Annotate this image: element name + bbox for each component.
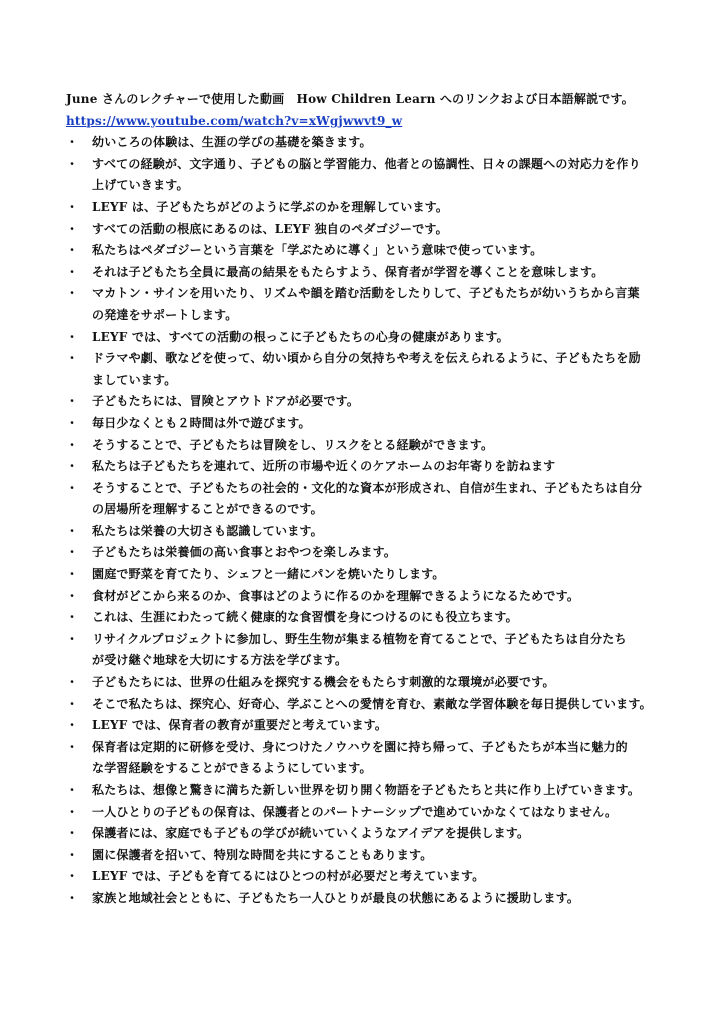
list-item — [66, 694, 666, 716]
bullet-text — [92, 845, 666, 867]
bullet-text — [92, 348, 666, 391]
bullet-text-line: 食材がどこから来るのか、食事はどのように作るのかを理解できるようになるためです。 — [92, 588, 580, 603]
list-item — [66, 327, 666, 349]
bullet-text — [92, 283, 666, 326]
bullet-text-line: LEYF では、すべての活動の根っこに子どもたちの心身の健康があります。 — [92, 329, 509, 344]
bullet-mark: ・ — [66, 199, 79, 214]
bullet-mark: ・ — [66, 459, 79, 474]
bullet-text — [92, 219, 666, 241]
list-item — [66, 219, 666, 241]
bullet-text-line: 私たちはペダゴジーという言葉を「学ぶために導く」という意味で使っています。 — [92, 243, 543, 258]
list-item — [66, 564, 666, 586]
list-item — [66, 737, 666, 780]
bullet-text-line: LEYF では、保育者の教育が重要だと考えています。 — [92, 718, 388, 733]
bullet-text — [92, 629, 666, 672]
bullet-text — [92, 456, 666, 478]
list-item — [66, 240, 666, 262]
bullet-text-line: 家族と地域社会とともに、子どもたち一人ひとりが最良の状態にあるように援助します。 — [92, 890, 580, 905]
bullet-text — [92, 132, 666, 154]
bullet-mark: ・ — [66, 696, 79, 711]
bullet-mark: ・ — [66, 631, 79, 646]
bullet-mark: ・ — [66, 286, 79, 301]
bullet-text — [92, 586, 666, 608]
bullet-text-line: 子どもたちには、冒険とアウトドアが必要です。 — [92, 394, 360, 409]
bullet-mark: ・ — [66, 588, 79, 603]
bullet-text-line: の発達をサポートします。 — [92, 307, 238, 322]
bullet-mark: ・ — [66, 890, 79, 905]
bullet-text-line: 上げていきます。 — [92, 178, 189, 193]
bullet-text-line: 一人ひとりの子どもの保育は、保護者とのパートナーシップで進めていかなくてはなりません。 — [92, 804, 618, 819]
bullet-text — [92, 478, 666, 521]
list-item — [66, 542, 666, 564]
list-item — [66, 629, 666, 672]
bullet-mark: ・ — [66, 847, 79, 862]
bullet-text — [92, 154, 666, 197]
bullet-text — [92, 694, 666, 716]
bullet-text-line: そうすることで、子どもたちの社会的・文化的な資本が形成され、自信が生まれ、子どもたちは自分 — [92, 480, 643, 495]
list-item — [66, 478, 666, 521]
bullet-mark: ・ — [66, 523, 79, 538]
bullet-mark: ・ — [66, 264, 79, 279]
list-item — [66, 197, 666, 219]
bullet-text-line: ドラマや劇、歌などを使って、幼い頃から自分の気持ちや考えを伝えられるように、子どもたちを励 — [92, 351, 641, 366]
bullet-text — [92, 542, 666, 564]
bullet-text-line: LEYF は、子どもたちがどのように学ぶのかを理解しています。 — [92, 199, 449, 214]
list-item — [66, 132, 666, 154]
bullet-text — [92, 737, 666, 780]
bullet-text-line: ましています。 — [92, 372, 177, 387]
bullet-mark: ・ — [66, 869, 79, 884]
bullet-mark: ・ — [66, 351, 79, 366]
bullet-mark: ・ — [66, 243, 79, 258]
bullet-text-line: 保育者は定期的に研修を受け、身につけたノウハウを園に持ち帰って、子どもたちが本当に魅力的 — [92, 739, 628, 754]
bullet-text — [92, 607, 666, 629]
bullet-mark: ・ — [66, 221, 79, 236]
list-item — [66, 154, 666, 197]
bullet-mark: ・ — [66, 156, 79, 171]
bullet-text — [92, 715, 666, 737]
bullet-mark: ・ — [66, 329, 79, 344]
bullet-text — [92, 391, 666, 413]
bullet-mark: ・ — [66, 415, 79, 430]
document-title-line: June さんのレクチャーで使用した動画 How Children Learn へのリンクおよび日本語解説です。 — [66, 92, 634, 106]
bullet-text — [92, 802, 666, 824]
bullet-text-line: 保護者には、家庭でも子どもの学びが続いていくようなアイデアを提供します。 — [92, 826, 530, 841]
list-item — [66, 262, 666, 284]
bullet-mark: ・ — [66, 826, 79, 841]
bullet-text — [92, 262, 666, 284]
bullet-mark: ・ — [66, 135, 79, 150]
bullet-text-line: そうすることで、子どもたちは冒険をし、リスクをとる経験ができます。 — [92, 437, 494, 452]
list-item — [66, 823, 666, 845]
list-item — [66, 715, 666, 737]
video-link[interactable]: https://www.youtube.com/watch?v=xWgjwwvt9_w — [66, 113, 403, 128]
bullet-mark: ・ — [66, 545, 79, 560]
bullet-text-line: そこで私たちは、探究心、好奇心、学ぶことへの愛情を育む、素敵な学習体験を毎日提供しています。 — [92, 696, 652, 711]
list-item — [66, 413, 666, 435]
bullet-text — [92, 672, 666, 694]
list-item — [66, 391, 666, 413]
list-item — [66, 780, 666, 802]
bullet-text — [92, 413, 666, 435]
list-item — [66, 866, 666, 888]
bullet-text — [92, 823, 666, 845]
bullet-text — [92, 888, 666, 910]
bullet-mark: ・ — [66, 437, 79, 452]
document-body — [66, 89, 666, 910]
list-item — [66, 521, 666, 543]
list-item — [66, 456, 666, 478]
bullet-text-line: 私たちは栄養の大切さも認識しています。 — [92, 523, 323, 538]
bullet-text-line: が受け継ぐ地球を大切にする方法を学びます。 — [92, 653, 348, 668]
bullet-text-line: LEYF では、子どもを育てるにはひとつの村が必要だと考えています。 — [92, 869, 485, 884]
bullet-text — [92, 521, 666, 543]
bullet-text — [92, 564, 666, 586]
bullet-mark: ・ — [66, 610, 79, 625]
bullet-mark: ・ — [66, 567, 79, 582]
bullet-text-line: すべての経験が、文字通り、子どもの脳と学習能力、他者との協調性、日々の課題への対応力を作り — [92, 156, 641, 171]
bullet-mark: ・ — [66, 480, 79, 495]
bullet-text-line: 幼いころの体験は、生涯の学びの基礎を築きます。 — [92, 135, 372, 150]
bullet-text — [92, 240, 666, 262]
list-item — [66, 888, 666, 910]
bullet-mark: ・ — [66, 783, 79, 797]
bullet-text-line: 園に保護者を招いて、特別な時間を共にすることもあります。 — [92, 847, 433, 862]
bullet-mark: ・ — [66, 804, 79, 819]
list-item — [66, 607, 666, 629]
bullet-text-line: すべての活動の根底にあるのは、LEYF 独自のペダゴジーです。 — [92, 221, 448, 236]
bullet-text-line: な学習経験をすることができるようにしています。 — [92, 761, 372, 776]
bullet-text-line: 毎日少なくとも２時間は外で遊びます。 — [92, 415, 311, 430]
bullet-list — [66, 132, 666, 909]
bullet-mark: ・ — [66, 394, 79, 409]
list-item — [66, 802, 666, 824]
bullet-text-line: 私たちは子どもたちを連れて、近所の市場や近くのケアホームのお年寄りを訪ねます — [92, 459, 556, 474]
bullet-text-line: 子どもたちには、世界の仕組みを探究する機会をもたらす刺激的な環境が必要です。 — [92, 675, 555, 690]
bullet-text — [92, 435, 666, 457]
list-item — [66, 672, 666, 694]
bullet-text — [92, 866, 666, 888]
list-item — [66, 283, 666, 326]
bullet-text — [92, 780, 666, 802]
bullet-text-line: マカトン・サインを用いたり、リズムや韻を踏む活動をしたりして、子どもたちが幼いうちから言葉 — [92, 286, 640, 301]
bullet-text-line: リサイクルプロジェクトに参加し、野生生物が集まる植物を育てることで、子どもたちは自分たち — [92, 631, 627, 646]
bullet-text — [92, 327, 666, 349]
bullet-mark: ・ — [66, 718, 79, 733]
list-item — [66, 435, 666, 457]
bullet-text-line: それは子どもたち全員に最高の結果をもたらすよう、保育者が学習を導くことを意味します。 — [92, 264, 604, 279]
bullet-text — [92, 197, 666, 219]
list-item — [66, 348, 666, 391]
bullet-text-line: 園庭で野菜を育てたり、シェフと一緒にパンを焼いたりします。 — [92, 567, 445, 582]
bullet-text-line: の居場所を理解することができるのです。 — [92, 502, 323, 517]
bullet-text-line: 子どもたちは栄養価の高い食事とおやつを楽しみます。 — [92, 545, 397, 560]
bullet-mark: ・ — [66, 675, 79, 690]
list-item — [66, 845, 666, 867]
bullet-text-line: これは、生涯にわたって続く健康的な食習慣を身につけるのにも役立ちます。 — [92, 610, 518, 625]
bullet-text-line: 私たちは、想像と驚きに満ちた新しい世界を切り開く物語を子どもたちと共に作り上げていきます。 — [92, 783, 641, 797]
bullet-mark: ・ — [66, 739, 79, 754]
list-item — [66, 586, 666, 608]
